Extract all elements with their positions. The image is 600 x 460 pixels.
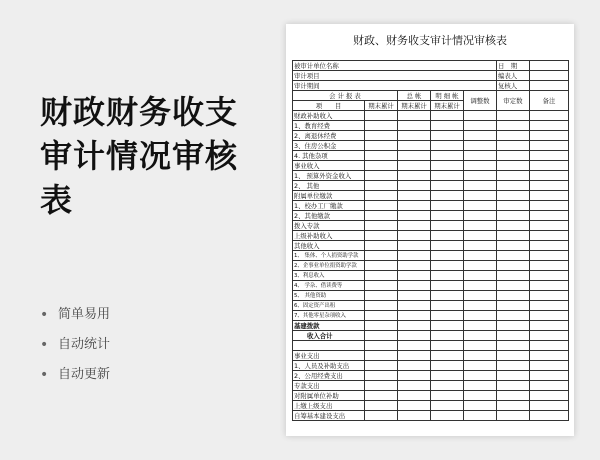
row-cell [497, 351, 530, 361]
feature-list [40, 300, 280, 390]
row-cell [398, 241, 431, 251]
row-cell [497, 401, 530, 411]
row-label: 上缴上级支出 [293, 401, 365, 411]
row-cell [431, 181, 464, 191]
table-row [293, 211, 569, 221]
row-cell [497, 281, 530, 291]
row-cell [431, 241, 464, 251]
row-cell [530, 211, 569, 221]
row-label: 财政补助收入 [293, 111, 365, 121]
row-cell [530, 161, 569, 171]
row-cell [398, 221, 431, 231]
row-label: 4、 学杂、借读费等 [293, 281, 365, 291]
row-cell [464, 411, 497, 421]
row-cell [464, 311, 497, 321]
row-cell [497, 131, 530, 141]
row-cell [365, 251, 398, 261]
feature-item [40, 300, 280, 330]
row-cell [431, 381, 464, 391]
row-cell [365, 281, 398, 291]
row-cell [530, 351, 569, 361]
row-cell [464, 211, 497, 221]
row-cell [398, 311, 431, 321]
row-cell [497, 301, 530, 311]
table-row [293, 181, 569, 191]
table-row [293, 401, 569, 411]
row-cell [398, 351, 431, 361]
row-cell [530, 281, 569, 291]
row-cell [365, 141, 398, 151]
row-cell [464, 221, 497, 231]
row-cell [464, 161, 497, 171]
table-row [293, 171, 569, 181]
row-label: 4. 其他杂项 [293, 151, 365, 161]
row-label: 2、企事业单位捐资助学款 [293, 261, 365, 271]
info-label: 被审计单位名称 [293, 61, 497, 71]
row-cell [497, 311, 530, 321]
row-cell [365, 111, 398, 121]
row-cell [398, 301, 431, 311]
row-cell [398, 131, 431, 141]
row-cell [497, 341, 530, 351]
row-cell [464, 231, 497, 241]
row-label: 自筹基本建设支出 [293, 411, 365, 421]
row-cell [530, 121, 569, 131]
row-cell [431, 141, 464, 151]
row-label: 1、校办工厂缴款 [293, 201, 365, 211]
row-cell [530, 311, 569, 321]
row-label: 2、其他缴款 [293, 211, 365, 221]
row-cell [530, 411, 569, 421]
row-cell [431, 391, 464, 401]
row-cell [530, 291, 569, 301]
row-cell [497, 271, 530, 281]
row-label: 7、其他零星杂项收入 [293, 311, 365, 321]
row-cell [398, 121, 431, 131]
row-cell [431, 281, 464, 291]
table-row [293, 141, 569, 151]
header-remark: 备注 [530, 91, 569, 111]
row-cell [398, 291, 431, 301]
row-cell [398, 281, 431, 291]
row-cell [398, 181, 431, 191]
row-cell [431, 371, 464, 381]
row-cell [398, 231, 431, 241]
row-cell [530, 301, 569, 311]
row-cell [431, 211, 464, 221]
row-cell [464, 131, 497, 141]
row-cell [398, 261, 431, 271]
row-label: 1、教育经费 [293, 121, 365, 131]
row-label: 事业支出 [293, 351, 365, 361]
row-cell [365, 391, 398, 401]
row-cell [530, 381, 569, 391]
row-label: 2、离退休经费 [293, 131, 365, 141]
row-cell [464, 141, 497, 151]
row-cell [497, 291, 530, 301]
row-cell [530, 341, 569, 351]
row-cell [464, 191, 497, 201]
info-row [293, 81, 569, 91]
row-cell [398, 381, 431, 391]
feature-label: 自动更新 [58, 367, 111, 382]
row-label: 其他收入 [293, 241, 365, 251]
row-label: 附属单位缴款 [293, 191, 365, 201]
row-cell [398, 141, 431, 151]
header-adjust: 调整数 [464, 91, 497, 111]
info-right-value [530, 71, 569, 81]
promo-panel [40, 90, 280, 390]
row-cell [497, 321, 530, 331]
row-cell [530, 251, 569, 261]
row-cell [497, 141, 530, 151]
table-row [293, 191, 569, 201]
row-cell [497, 111, 530, 121]
row-cell [365, 351, 398, 361]
row-cell [497, 151, 530, 161]
row-cell [497, 371, 530, 381]
row-cell [464, 361, 497, 371]
row-cell [431, 351, 464, 361]
row-cell [464, 251, 497, 261]
header-period-end: 期末累计 [398, 101, 431, 111]
table-row [293, 121, 569, 131]
row-cell [398, 391, 431, 401]
row-cell [431, 331, 464, 341]
row-cell [365, 361, 398, 371]
row-cell [530, 401, 569, 411]
feature-label: 自动统计 [58, 337, 111, 352]
row-cell [497, 331, 530, 341]
row-cell [365, 181, 398, 191]
row-cell [365, 201, 398, 211]
row-cell [431, 111, 464, 121]
header-row [293, 91, 569, 101]
row-cell [497, 411, 530, 421]
table-row [293, 371, 569, 381]
table-row [293, 301, 569, 311]
row-label: 2、 其他 [293, 181, 365, 191]
row-cell [365, 221, 398, 231]
row-cell [365, 191, 398, 201]
row-cell [464, 371, 497, 381]
feature-item [40, 360, 280, 390]
row-cell [431, 161, 464, 171]
row-cell [464, 171, 497, 181]
row-cell [431, 231, 464, 241]
header-approved: 审定数 [497, 91, 530, 111]
table-row [293, 291, 569, 301]
row-label: 收入合计 [293, 331, 365, 341]
row-cell [398, 161, 431, 171]
row-label: 1、 预算外资金收入 [293, 171, 365, 181]
info-right-value [530, 81, 569, 91]
row-cell [398, 341, 431, 351]
row-label: 对附属单位补助 [293, 391, 365, 401]
row-label: 3、利息收入 [293, 271, 365, 281]
row-cell [464, 391, 497, 401]
header-item: 项 目 [293, 101, 365, 111]
header-period-end: 期末累计 [431, 101, 464, 111]
document-preview [286, 24, 574, 436]
row-cell [530, 261, 569, 271]
row-label: 专款支出 [293, 381, 365, 391]
row-cell [497, 381, 530, 391]
row-label: 2、公用经费支出 [293, 371, 365, 381]
row-cell [431, 201, 464, 211]
row-cell [497, 171, 530, 181]
row-cell [365, 161, 398, 171]
table-row [293, 311, 569, 321]
row-label: 1、人员及补助支出 [293, 361, 365, 371]
row-cell [464, 201, 497, 211]
row-cell [530, 361, 569, 371]
row-cell [431, 121, 464, 131]
table-row [293, 321, 569, 331]
row-cell [530, 221, 569, 231]
row-cell [464, 271, 497, 281]
info-right-value [530, 61, 569, 71]
row-cell [431, 191, 464, 201]
row-label [293, 341, 365, 351]
table-row [293, 231, 569, 241]
bullet-icon: • [40, 367, 49, 383]
table-row [293, 241, 569, 251]
info-right-label: 日 期 [497, 61, 530, 71]
info-label: 审计期间 [293, 81, 497, 91]
row-cell [497, 211, 530, 221]
table-row [293, 251, 569, 261]
row-cell [431, 221, 464, 231]
table-row [293, 271, 569, 281]
row-cell [530, 271, 569, 281]
row-cell [431, 271, 464, 281]
row-cell [398, 271, 431, 281]
info-right-label: 编表人 [497, 71, 530, 81]
row-cell [365, 261, 398, 271]
row-cell [431, 151, 464, 161]
row-label: 事业收入 [293, 161, 365, 171]
row-cell [365, 131, 398, 141]
row-cell [365, 291, 398, 301]
row-cell [431, 171, 464, 181]
row-cell [365, 241, 398, 251]
table-row [293, 131, 569, 141]
row-cell [464, 351, 497, 361]
row-cell [365, 401, 398, 411]
row-cell [464, 151, 497, 161]
row-label: 基建拨款 [293, 321, 365, 331]
row-cell [398, 191, 431, 201]
bullet-icon: • [40, 337, 49, 353]
header-report: 会 计 报 表 [293, 91, 398, 101]
row-cell [365, 311, 398, 321]
row-cell [464, 301, 497, 311]
row-cell [497, 191, 530, 201]
table-row [293, 381, 569, 391]
row-cell [464, 281, 497, 291]
row-cell [530, 231, 569, 241]
promo-title: 财政财务收支审计情况审核表 [40, 93, 239, 219]
row-cell [530, 151, 569, 161]
info-label: 审计项目 [293, 71, 497, 81]
row-cell [530, 131, 569, 141]
row-cell [464, 401, 497, 411]
row-cell [530, 201, 569, 211]
row-cell [365, 371, 398, 381]
feature-label: 简单易用 [58, 307, 111, 322]
table-row [293, 351, 569, 361]
row-cell [398, 321, 431, 331]
row-cell [365, 121, 398, 131]
row-cell [464, 341, 497, 351]
row-cell [464, 111, 497, 121]
header-ledger: 总 帐 [398, 91, 431, 101]
row-cell [365, 301, 398, 311]
row-cell [497, 391, 530, 401]
table-row [293, 201, 569, 211]
row-cell [530, 181, 569, 191]
row-cell [497, 261, 530, 271]
row-cell [530, 171, 569, 181]
row-cell [398, 401, 431, 411]
row-label: 3、住房公积金 [293, 141, 365, 151]
row-cell [497, 161, 530, 171]
table-row [293, 281, 569, 291]
row-cell [464, 181, 497, 191]
row-cell [431, 311, 464, 321]
row-label: 5、 其他资助 [293, 291, 365, 301]
row-cell [365, 321, 398, 331]
header-detail: 明 细 帐 [431, 91, 464, 101]
row-cell [365, 331, 398, 341]
row-cell [464, 291, 497, 301]
table-row [293, 391, 569, 401]
row-cell [398, 251, 431, 261]
row-cell [365, 381, 398, 391]
table-row [293, 361, 569, 371]
row-cell [530, 391, 569, 401]
row-cell [464, 261, 497, 271]
document-title: 财政、财务收支审计情况审核表 [353, 34, 507, 47]
row-cell [431, 411, 464, 421]
info-right-label: 复核人 [497, 81, 530, 91]
row-cell [530, 111, 569, 121]
row-cell [464, 241, 497, 251]
table-row [293, 151, 569, 161]
row-cell [365, 411, 398, 421]
table-row [293, 411, 569, 421]
row-cell [464, 381, 497, 391]
row-cell [398, 371, 431, 381]
row-cell [365, 151, 398, 161]
table-row [293, 111, 569, 121]
row-cell [398, 201, 431, 211]
row-cell [530, 241, 569, 251]
row-cell [464, 331, 497, 341]
row-cell [431, 301, 464, 311]
row-cell [497, 221, 530, 231]
row-cell [365, 231, 398, 241]
table-row [293, 261, 569, 271]
bullet-icon: • [40, 307, 49, 323]
row-cell [497, 231, 530, 241]
row-cell [530, 191, 569, 201]
table-row [293, 221, 569, 231]
row-cell [530, 141, 569, 151]
row-cell [530, 371, 569, 381]
row-cell [365, 271, 398, 281]
row-cell [530, 321, 569, 331]
row-label: 6、固定资产出租 [293, 301, 365, 311]
row-cell [431, 131, 464, 141]
row-cell [398, 361, 431, 371]
row-cell [497, 121, 530, 131]
row-cell [431, 401, 464, 411]
table-row [293, 331, 569, 341]
row-cell [431, 291, 464, 301]
row-cell [464, 321, 497, 331]
row-cell [365, 341, 398, 351]
row-cell [398, 171, 431, 181]
row-cell [431, 251, 464, 261]
row-label: 1、 集体、个人捐资助学款 [293, 251, 365, 261]
row-cell [530, 331, 569, 341]
row-cell [398, 411, 431, 421]
row-cell [431, 361, 464, 371]
row-cell [497, 181, 530, 191]
info-row [293, 61, 569, 71]
row-cell [398, 211, 431, 221]
feature-item [40, 330, 280, 360]
row-cell [464, 121, 497, 131]
row-cell [398, 111, 431, 121]
row-cell [497, 201, 530, 211]
row-label: 拨入专款 [293, 221, 365, 231]
row-cell [365, 171, 398, 181]
row-label: 上级补助收入 [293, 231, 365, 241]
audit-table [292, 60, 569, 421]
table-row [293, 341, 569, 351]
row-cell [497, 361, 530, 371]
info-row [293, 71, 569, 81]
row-cell [398, 151, 431, 161]
row-cell [431, 261, 464, 271]
row-cell [497, 241, 530, 251]
row-cell [497, 251, 530, 261]
row-cell [431, 321, 464, 331]
table-row [293, 161, 569, 171]
header-period-end: 期末累计 [365, 101, 398, 111]
row-cell [398, 331, 431, 341]
row-cell [431, 341, 464, 351]
row-cell [365, 211, 398, 221]
